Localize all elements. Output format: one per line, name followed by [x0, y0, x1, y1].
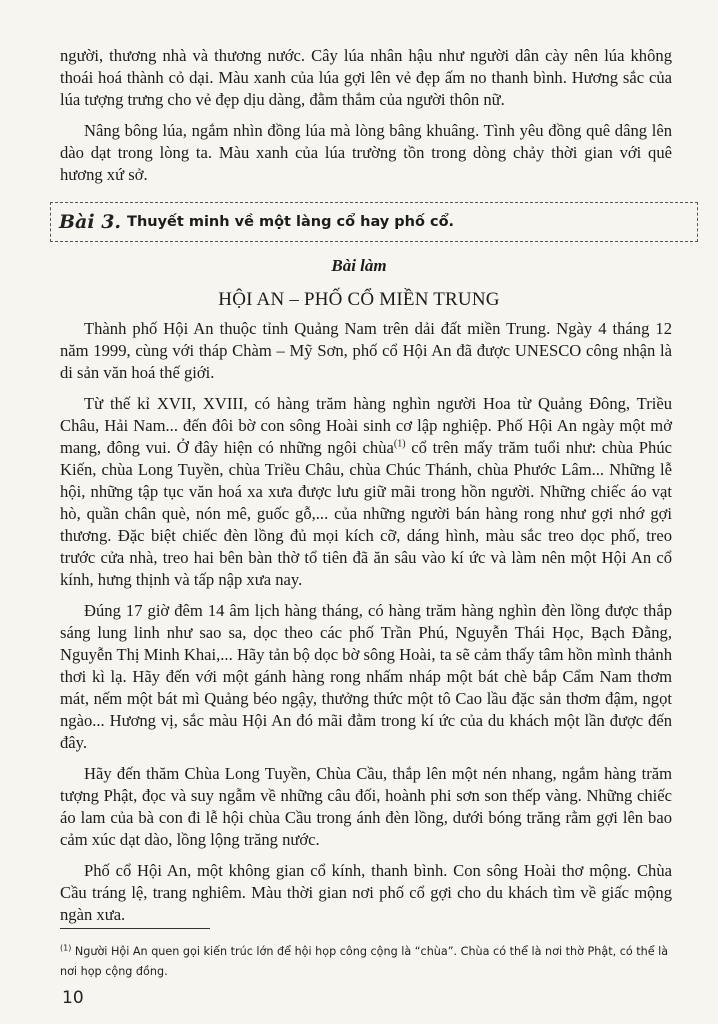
essay-body	[60, 318, 672, 926]
previous-essay-ending	[60, 45, 672, 186]
answer-heading: Bài làm	[331, 256, 387, 275]
footnote-divider	[60, 928, 210, 929]
paragraph: Nâng bông lúa, ngắm nhìn đồng lúa mà lòng bâng khuâng. Tình yêu đồng quê dâng lên dào dạt trong lòng ta. Màu xanh của lúa trường tồn trong dòng chảy thời gian với quê hương xứ sở.	[60, 121, 672, 184]
exercise-label: Bài 3.	[59, 211, 122, 233]
paragraph-text: cổ trên mấy trăm tuổi như: chùa Phúc Kiến, chùa Long Tuyền, chùa Triều Châu, chùa Chúc Thánh, chùa Phước Lâm... Những lễ hội, những tập tục văn hoá xa xưa được lưu giữ mãi trong hồn người. Những chiếc áo vạt hò, quần chân què, nón mê, guốc gỗ,... của những người bán hàng rong như gợi nhớ gợi thương. Đặc biệt chiếc đèn lồng đủ mọi kích cỡ, dáng hình, màu sắc treo dọc phố, treo trước cửa nhà, treo hai bên bàn thờ tổ tiên đã ăn sâu vào kí ức và làm nên một Hội An cổ kính, hưng thịnh và tấp nập xưa nay.	[60, 438, 672, 589]
paragraph	[60, 393, 672, 591]
paragraph: người, thương nhà và thương nước. Cây lúa nhân hậu như người dân cày nên lúa không thoái hoá thành cỏ dại. Màu xanh của lúa gợi lên vẻ đẹp ấm no thanh bình. Hương sắc của lúa tượng trưng cho vẻ đẹp dịu dàng, đằm thắm của người thôn nữ.	[60, 46, 672, 109]
page-number: 10	[62, 988, 84, 1008]
exercise-title: Thuyết minh về một làng cổ hay phố cổ.	[127, 214, 455, 230]
footnote-text: Người Hội An quen gọi kiến trúc lớn để hội họp công cộng là “chùa”. Chùa có thể là nơi thờ Phật, có thể là nơi họp cộng đồng.	[60, 945, 669, 978]
paragraph: Hãy đến thăm Chùa Long Tuyền, Chùa Cầu, thắp lên một nén nhang, ngắm hàng trăm tượng Phật, đọc và suy ngẫm về những câu đối, hoành phi sơn son thếp vàng. Những chiếc áo lam của bà con đi lễ hội chùa Cầu trong ánh đèn lồng, dưới bóng trăng rằm gợi lên bao cảm xúc dạt dào, lồng lộng trăng nước.	[60, 764, 672, 849]
footnote-reference: (1)	[393, 438, 406, 450]
essay-title: HỘI AN – PHỐ CỔ MIỀN TRUNG	[218, 289, 500, 310]
footnote	[60, 942, 672, 982]
footnote-marker: (1)	[60, 943, 72, 953]
paragraph: Đúng 17 giờ đêm 14 âm lịch hàng tháng, có hàng trăm hàng nghìn đèn lồng được thắp sáng lung linh như sao sa, dọc theo các phố Trần Phú, Nguyễn Thái Học, Bạch Đằng, Nguyễn Thị Minh Khai,... Hãy tản bộ dọc bờ sông Hoài, ta sẽ cảm thấy tâm hồn mình thảnh thơi kì lạ. Hãy đến với một gánh hàng rong nhấm nháp một bát chè bắp Cẩm Nam thơm mát, nếm một bát mì Quảng béo ngậy, thưởng thức một tô Cao lầu đặc sản thơm đậm, ngọt ngào... Hương vị, sắc màu Hội An đó mãi đằm trong kí ức của du khách một lần được đến đây.	[60, 601, 672, 752]
exercise-heading-box	[50, 202, 698, 242]
paragraph: Phố cổ Hội An, một không gian cổ kính, thanh bình. Con sông Hoài thơ mộng. Chùa Cầu tráng lệ, trang nghiêm. Màu thời gian nơi phố cổ gợi cho du khách tìm về giấc mộng ngàn xưa.	[60, 861, 672, 924]
paragraph-text: Từ thế kỉ XVII, XVIII, có hàng trăm hàng nghìn người Hoa từ Quảng Đông, Triều Châu, Hải Nam... đến đôi bờ con sông Hoài sinh cơ lập nghiệp. Phố Hội An ngày một mở mang, đông vui. Ở đây hiện có những ngôi chùa	[60, 394, 672, 457]
paragraph: Thành phố Hội An thuộc tỉnh Quảng Nam trên dải đất miền Trung. Ngày 4 tháng 12 năm 1999, cùng với tháp Chàm – Mỹ Sơn, phố cổ Hội An đã được UNESCO công nhận là di sản văn hoá thế giới.	[60, 319, 672, 382]
